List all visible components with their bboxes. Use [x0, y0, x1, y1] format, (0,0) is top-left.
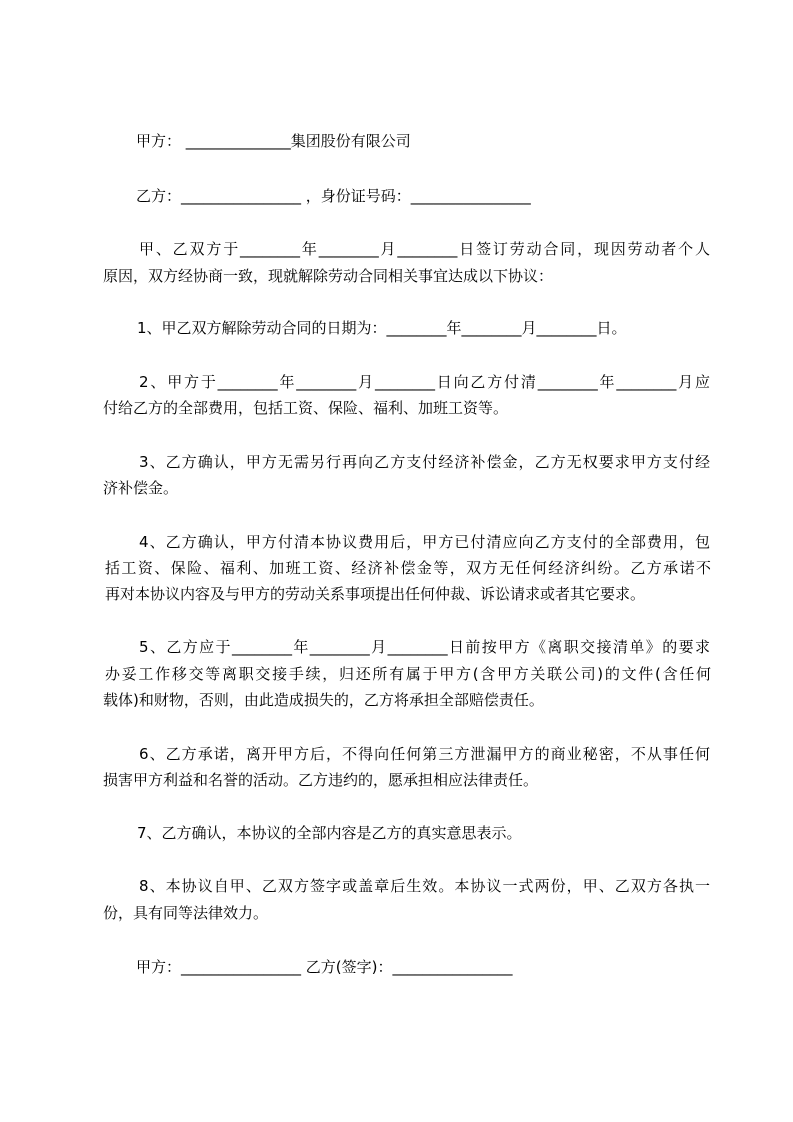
- clause-7-line-1: 7、乙方确认，本协议的全部内容是乙方的真实意思表示。: [137, 824, 522, 842]
- party-a-line: 甲方： ______________集团股份有限公司: [136, 132, 411, 150]
- clause-1-line-1: 1、甲乙双方解除劳动合同的日期为：________年________月________日。: [137, 319, 627, 337]
- intro-line-1: 甲、乙双方于________年________月________日签订劳动合同，现因劳动者个人: [139, 240, 710, 258]
- clause-5-line-1: 5、乙方应于________年________月________日前按甲方《离职交接清单》的要求: [139, 638, 710, 656]
- clause-6-line-2: 损害甲方利益和名誉的活动。乙方违约的，愿承担相应法律责任。: [103, 771, 539, 789]
- clause-8-line-2: 份，具有同等法律效力。: [103, 904, 269, 922]
- clause-2-line-1: 2、甲方于________年________月________日向乙方付清________年________月应: [139, 373, 710, 391]
- clause-3-line-1: 3、乙方确认，甲方无需另行再向乙方支付经济补偿金，乙方无权要求甲方支付经: [139, 453, 710, 471]
- signature-line: 甲方：________________ 乙方(签字)：________________: [136, 958, 513, 976]
- clause-6-line-1: 6、乙方承诺，离开甲方后，不得向任何第三方泄漏甲方的商业秘密，不从事任何: [139, 745, 710, 763]
- party-b-line: 乙方：________________ ，身份证号码：________________: [136, 187, 531, 205]
- intro-line-2: 原因，双方经协商一致，现就解除劳动合同相关事宜达成以下协议：: [103, 267, 554, 285]
- clause-5-line-3: 载体)和财物，否则，由此造成损失的，乙方将承担全部赔偿责任。: [103, 691, 544, 709]
- clause-5-line-2: 办妥工作移交等离职交接手续，归还所有属于甲方(含甲方关联公司)的文件(含任何: [105, 665, 711, 683]
- clause-2-line-2: 付给乙方的全部费用，包括工资、保险、福利、加班工资等。: [103, 399, 509, 417]
- clause-4-line-2: 括工资、保险、福利、加班工资、经济补偿金等，双方无任何经济纠纷。乙方承诺不: [105, 559, 711, 577]
- clause-4-line-1: 4、乙方确认，甲方付清本协议费用后，甲方已付清应向乙方支付的全部费用，包: [139, 533, 710, 551]
- clause-3-line-2: 济补偿金。: [103, 479, 179, 497]
- clause-4-line-3: 再对本协议内容及与甲方的劳动关系事项提出任何仲裁、诉讼请求或者其它要求。: [105, 585, 646, 603]
- clause-8-line-1: 8、本协议自甲、乙双方签字或盖章后生效。本协议一式两份，甲、乙双方各执一: [139, 877, 710, 895]
